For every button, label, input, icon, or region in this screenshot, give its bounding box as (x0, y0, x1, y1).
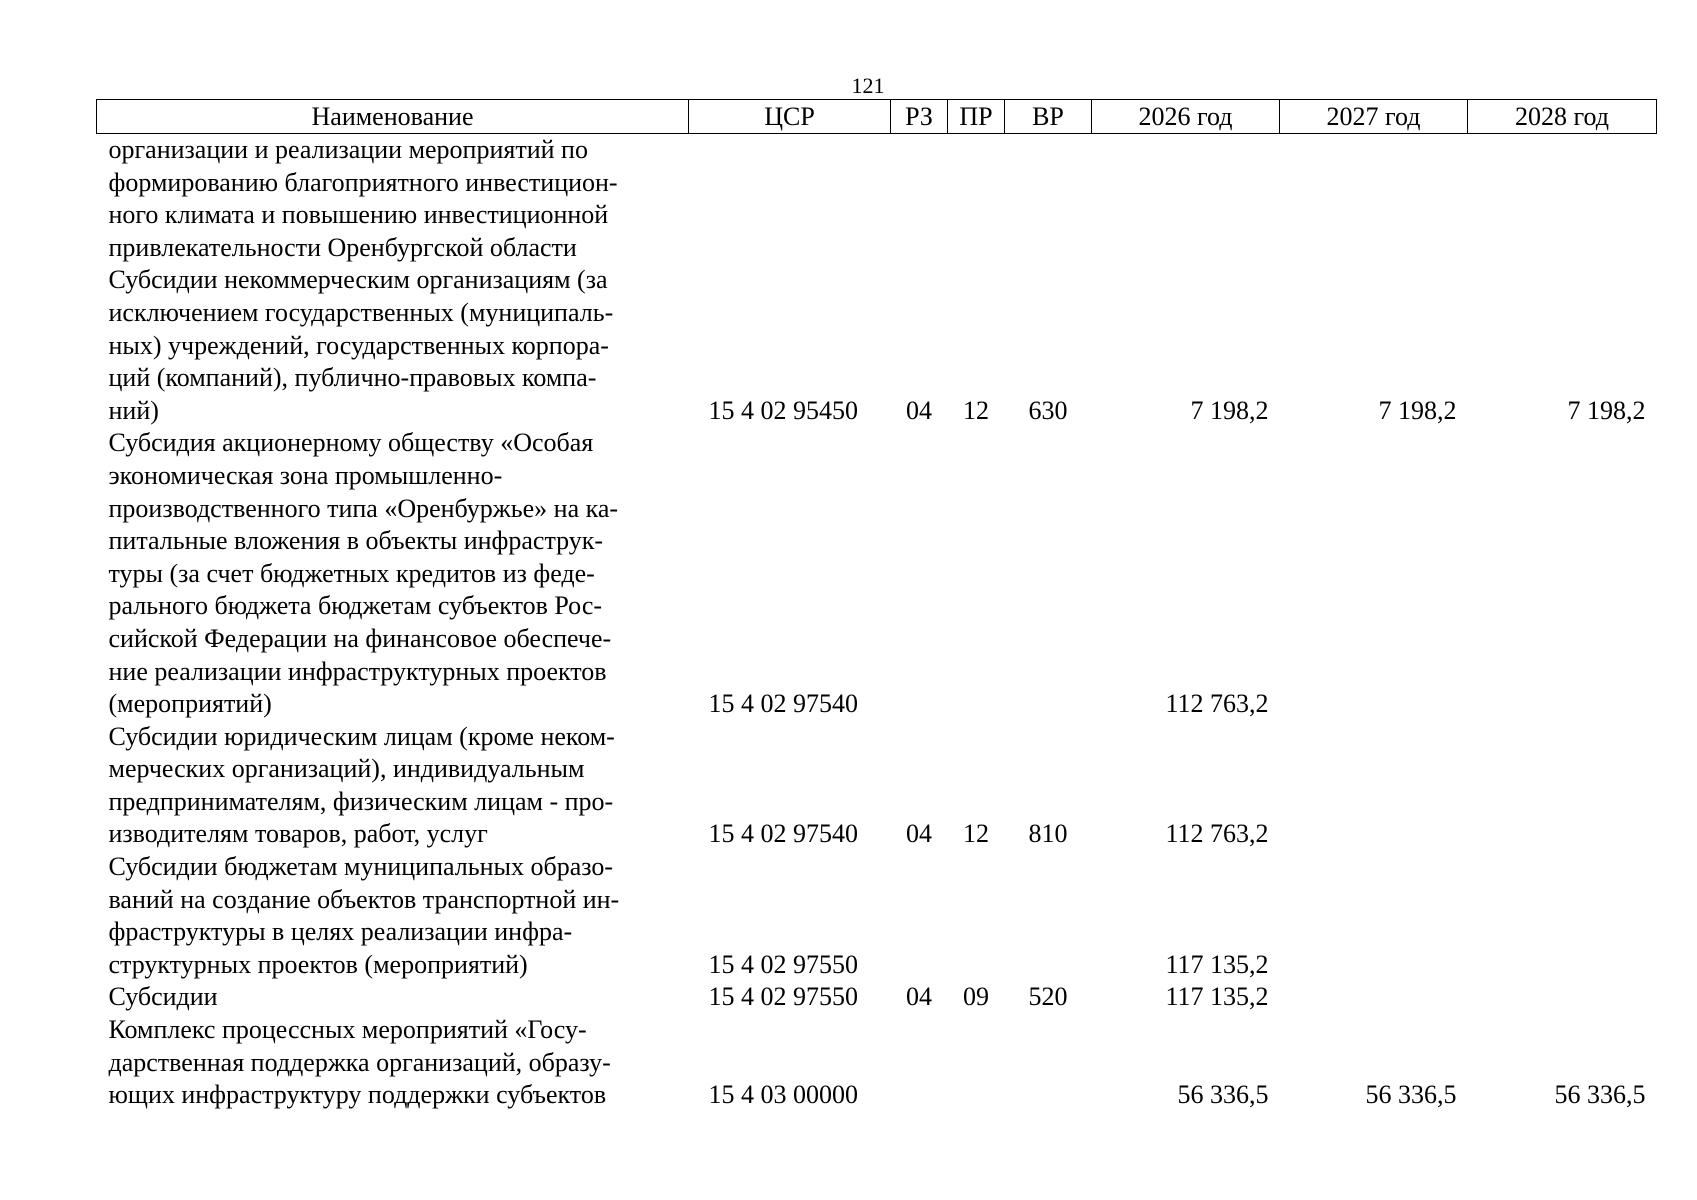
cell-2027 (1280, 134, 1468, 265)
header-2026: 2026 год (1092, 100, 1280, 134)
cell-vr (1005, 134, 1092, 265)
cell-2028 (1468, 721, 1657, 851)
cell-csr: 15 4 02 97540 (708, 689, 858, 719)
cell-name (97, 851, 689, 981)
header-2028: 2028 год (1468, 100, 1657, 134)
cell-pr: 12 (963, 395, 989, 425)
cell-vr (1005, 851, 1092, 981)
cell-2026 (1092, 134, 1280, 265)
name-line: Субсидии некоммерческим организациям (за (108, 265, 608, 295)
cell-vr: 520 (1028, 982, 1068, 1012)
cell-name (97, 134, 689, 265)
name-line: (мероприятий) (108, 689, 272, 719)
cell-pr (948, 134, 1005, 265)
cell-2026: 56 336,5 (1177, 1080, 1269, 1110)
header-name: Наименование (97, 100, 689, 134)
header-pr: ПР (948, 100, 1005, 134)
name-line: дарственная поддержка организаций, образу- (108, 1047, 611, 1077)
table-row (97, 134, 1657, 265)
name-line: ний) (108, 395, 159, 425)
cell-2027 (1280, 721, 1468, 851)
cell-pr (948, 427, 1005, 720)
table-body (97, 134, 1657, 1112)
name-line: ного климата и повышению инвестиционной (108, 200, 609, 230)
table-header (97, 100, 1657, 134)
cell-2027: 7 198,2 (1378, 395, 1457, 425)
name-line: сийской Федерации на финансовое обеспече- (108, 623, 612, 653)
cell-pr (948, 1014, 1005, 1112)
cell-name (97, 1014, 689, 1112)
cell-2026: 117 135,2 (1165, 949, 1269, 979)
cell-rz: 04 (906, 395, 932, 425)
name-line: ций (компаний), публично-правовых компа- (108, 363, 597, 393)
name-line: изводителям товаров, работ, услуг (108, 819, 488, 849)
table-row (97, 851, 1657, 981)
name-line: ние реализации инфраструктурных проектов (108, 656, 607, 686)
cell-csr: 15 4 02 97540 (708, 819, 858, 849)
cell-2028 (1468, 981, 1657, 1014)
budget-table (96, 99, 1657, 1112)
cell-rz (891, 134, 948, 265)
cell-2027 (1280, 981, 1468, 1014)
cell-rz: 04 (906, 819, 932, 849)
cell-rz (891, 1014, 948, 1112)
name-line: туры (за счет бюджетных кредитов из феде- (108, 558, 595, 588)
name-line: фраструктуры в целях реализации инфра- (108, 917, 573, 947)
page-number: 121 (851, 73, 885, 98)
name-line: Субсидии (108, 982, 218, 1012)
cell-2027: 56 336,5 (1365, 1080, 1457, 1110)
cell-2026: 7 198,2 (1190, 395, 1269, 425)
name-line: Субсидии бюджетам муниципальных образо- (108, 852, 614, 882)
header-2027: 2027 год (1280, 100, 1468, 134)
table-row (97, 264, 1657, 427)
cell-vr: 810 (1028, 819, 1068, 849)
cell-name (97, 427, 689, 720)
header-csr: ЦСР (689, 100, 891, 134)
name-line: организации и реализации мероприятий по (108, 135, 588, 164)
name-line: производственного типа «Оренбуржье» на ка- (108, 493, 619, 523)
cell-vr (1005, 1014, 1092, 1112)
cell-rz (891, 851, 948, 981)
name-line: исключением государственных (муниципаль- (108, 297, 614, 327)
cell-2027 (1280, 851, 1468, 981)
cell-vr (1005, 427, 1092, 720)
name-line: мерческих организаций), индивидуальным (108, 754, 585, 784)
table-row (97, 427, 1657, 720)
header-rz: РЗ (891, 100, 948, 134)
cell-name (97, 721, 689, 851)
cell-name (97, 264, 689, 427)
header-vr: ВР (1005, 100, 1092, 134)
name-line: ных) учреждений, государственных корпора- (108, 330, 609, 360)
table-row (97, 1014, 1657, 1112)
cell-2028 (1468, 134, 1657, 265)
cell-csr (689, 134, 891, 265)
name-line: Субсидии юридическим лицам (кроме неком- (108, 721, 615, 751)
cell-2028: 7 198,2 (1567, 395, 1646, 425)
cell-vr: 630 (1028, 395, 1068, 425)
name-line: Субсидия акционерному обществу «Особая (108, 428, 594, 458)
cell-2026: 117 135,2 (1165, 982, 1269, 1012)
table-row (97, 721, 1657, 851)
header-row (97, 100, 1657, 134)
cell-2027 (1280, 427, 1468, 720)
name-line: ваний на создание объектов транспортной ин- (108, 884, 620, 914)
cell-rz: 04 (906, 982, 932, 1012)
name-line: привлекательности Оренбургской области (108, 232, 577, 262)
table-row (97, 981, 1657, 1014)
name-line: экономическая зона промышленно- (108, 460, 503, 490)
cell-rz (891, 427, 948, 720)
cell-2026: 112 763,2 (1165, 689, 1269, 719)
cell-csr: 15 4 02 97550 (708, 949, 858, 979)
cell-2028 (1468, 851, 1657, 981)
cell-name (97, 981, 689, 1014)
name-line: структурных проектов (мероприятий) (108, 949, 528, 979)
cell-pr: 12 (963, 819, 989, 849)
cell-pr (948, 851, 1005, 981)
cell-pr: 09 (963, 982, 989, 1012)
cell-csr: 15 4 02 97550 (708, 982, 858, 1012)
cell-2028: 56 336,5 (1554, 1080, 1646, 1110)
name-line: Комплекс процессных мероприятий «Госу- (108, 1015, 587, 1045)
cell-csr: 15 4 03 00000 (708, 1080, 858, 1110)
cell-2026: 112 763,2 (1165, 819, 1269, 849)
name-line: питальные вложения в объекты инфраструк- (108, 526, 604, 556)
name-line: предпринимателям, физическим лицам - про- (108, 786, 614, 816)
name-line: ющих инфраструктуру поддержки субъектов (108, 1080, 607, 1110)
cell-csr: 15 4 02 95450 (708, 395, 858, 425)
name-line: рального бюджета бюджетам субъектов Рос- (108, 591, 603, 621)
cell-2028 (1468, 427, 1657, 720)
name-line: формированию благоприятного инвестицион- (108, 167, 618, 197)
